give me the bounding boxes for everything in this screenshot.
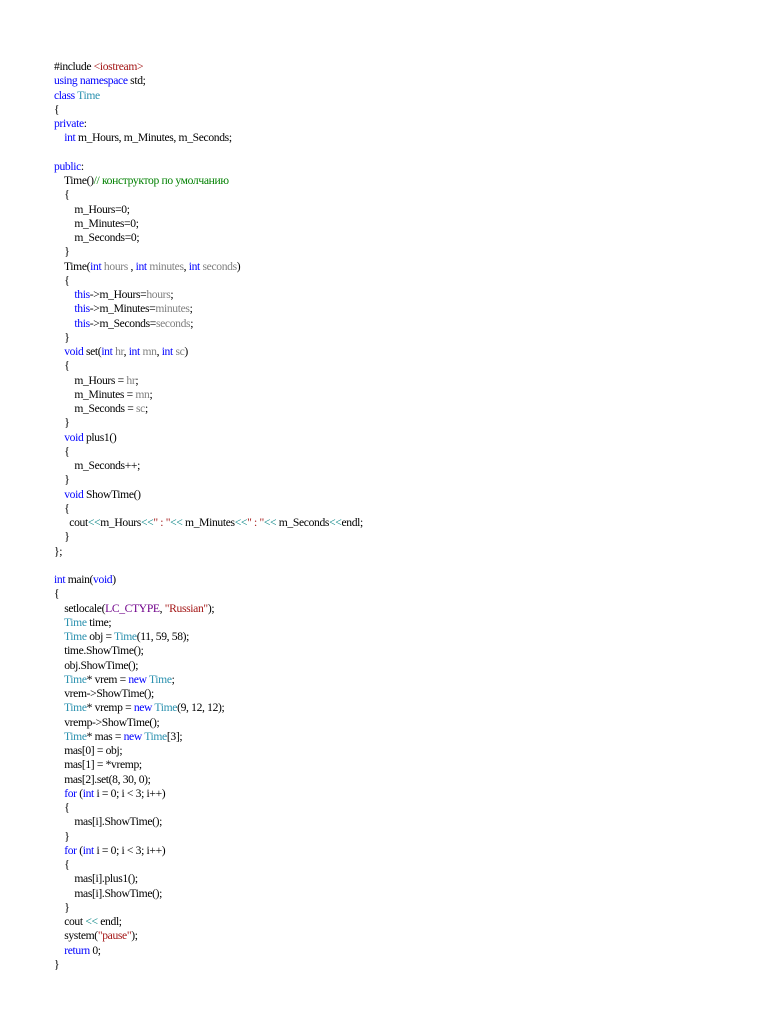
code-line: [54, 359, 734, 373]
code-token-txt: }: [54, 416, 70, 430]
code-line: [54, 944, 734, 958]
code-line: [54, 245, 734, 259]
code-token-txt: Time(): [54, 174, 94, 187]
code-token-txt: :: [80, 159, 84, 173]
code-token-txt: cout: [54, 915, 86, 928]
code-token-txt: [54, 616, 64, 629]
code-token-str: <iostream>: [93, 60, 144, 73]
code-token-op: <<: [140, 516, 154, 529]
code-token-kw: int: [135, 259, 147, 273]
code-line: [54, 217, 734, 231]
code-line: [54, 231, 734, 245]
code-token-txt: Time(: [54, 259, 91, 273]
code-token-txt: ;: [171, 672, 175, 686]
code-token-txt: endl;: [341, 516, 363, 529]
code-token-kw: new: [133, 701, 153, 715]
code-token-txt: ;: [170, 288, 174, 301]
code-token-txt: 0;: [89, 943, 101, 957]
code-line: [54, 103, 734, 117]
code-line: [54, 117, 734, 131]
code-token-txt: time.ShowTime();: [54, 644, 144, 658]
code-token-prm: hr: [115, 345, 124, 358]
code-token-kw: int: [101, 345, 113, 358]
code-token-txt: }: [54, 330, 70, 344]
code-token-kw: new: [128, 672, 147, 686]
code-token-txt: ,: [156, 345, 162, 358]
code-token-txt: mas[i].plus1();: [54, 872, 138, 886]
code-token-txt: [54, 944, 64, 957]
code-token-txt: m_Minutes=0;: [54, 216, 139, 230]
code-line: [54, 131, 734, 145]
code-token-txt: vrem->ShowTime();: [54, 687, 154, 700]
code-token-type: Time: [77, 88, 100, 102]
code-token-str: " : ": [247, 516, 264, 529]
code-token-prm: mn: [142, 345, 157, 358]
code-line: [54, 188, 734, 202]
code-token-txt: m_Seconds=0;: [54, 231, 140, 244]
code-line: [54, 701, 734, 715]
code-token-txt: );: [131, 929, 138, 943]
code-token-txt: :: [83, 117, 87, 130]
code-token-prm: mn: [135, 387, 150, 401]
code-token-op: <<: [170, 516, 183, 529]
code-token-txt: * mas =: [86, 729, 124, 743]
code-line: [54, 445, 734, 459]
code-token-prm: minutes: [155, 302, 190, 316]
code-token-prm: hours: [103, 259, 128, 273]
code-token-kw: int: [82, 843, 94, 857]
code-token-txt: ;: [135, 373, 139, 387]
code-token-txt: cout: [54, 516, 88, 529]
code-token-txt: {: [54, 501, 70, 515]
code-token-txt: [54, 288, 74, 301]
code-line: [54, 402, 734, 416]
code-token-str: "pause": [97, 929, 132, 943]
code-token-txt: mas[i].ShowTime();: [54, 886, 163, 900]
code-line: [54, 502, 734, 516]
code-line: [54, 530, 734, 544]
code-token-type: Time: [144, 729, 167, 743]
code-line: [54, 872, 734, 886]
code-token-txt: }: [54, 829, 70, 843]
code-line: [54, 659, 734, 673]
code-token-kw: for: [64, 786, 77, 800]
code-line: [54, 146, 734, 160]
code-token-txt: ): [112, 573, 116, 586]
code-token-kw: void: [64, 430, 84, 444]
code-token-txt: {: [54, 188, 70, 202]
code-token-txt: m_Hours =: [54, 373, 127, 387]
code-token-kw: int: [54, 573, 66, 586]
code-line: [54, 730, 734, 744]
code-token-str: " : ": [153, 516, 171, 529]
code-token-kw: int: [161, 345, 173, 358]
code-token-txt: i = 0; i < 3; i++): [93, 843, 166, 857]
code-line: [54, 929, 734, 943]
code-line: [54, 374, 734, 388]
code-token-txt: [54, 488, 64, 501]
code-token-kw: public: [54, 159, 81, 173]
code-token-txt: }: [54, 245, 70, 259]
code-token-txt: mas[1] = *vremp;: [54, 758, 142, 772]
code-line: [54, 89, 734, 103]
code-token-type: Time: [63, 615, 87, 629]
code-line: [54, 716, 734, 730]
code-token-type: Time: [63, 701, 87, 715]
code-token-txt: [54, 302, 74, 315]
code-token-txt: m_Hours=0;: [54, 202, 130, 216]
code-token-kw: new: [123, 729, 142, 743]
code-token-prm: seconds: [202, 259, 237, 273]
code-token-txt: vremp->ShowTime();: [54, 715, 160, 729]
code-token-kw: int: [128, 345, 140, 358]
code-token-txt: i = 0; i < 3; i++): [93, 786, 166, 800]
code-line: [54, 687, 734, 701]
code-token-type: Time: [154, 701, 178, 715]
code-token-txt: (: [76, 786, 83, 800]
code-token-txt: }: [54, 900, 70, 914]
code-line: [54, 644, 734, 658]
code-token-txt: [54, 787, 64, 800]
code-line: [54, 559, 734, 573]
code-line: [54, 416, 734, 430]
code-token-kw: using namespace: [54, 74, 128, 88]
code-token-txt: {: [54, 858, 70, 871]
code-line: [54, 901, 734, 915]
code-token-txt: {: [54, 273, 70, 287]
code-token-txt: ShowTime(): [83, 487, 141, 501]
code-token-kw: class: [54, 88, 75, 102]
code-token-prm: sc: [175, 345, 185, 358]
code-line: [54, 787, 734, 801]
code-line: [54, 516, 734, 530]
code-token-txt: [54, 730, 64, 743]
code-line: [54, 587, 734, 601]
code-token-txt: [54, 131, 64, 144]
code-token-txt: ;: [149, 387, 153, 401]
code-document: [54, 60, 734, 972]
code-token-txt: main(: [65, 573, 94, 586]
code-line: [54, 858, 734, 872]
code-token-prm: sc: [135, 402, 145, 415]
code-token-txt: #include: [54, 60, 94, 73]
code-token-txt: ;: [190, 316, 194, 330]
code-token-txt: std;: [127, 74, 146, 88]
code-token-prm: hours: [146, 288, 171, 301]
code-line: [54, 288, 734, 302]
code-token-txt: m_Seconds: [276, 516, 330, 529]
code-token-txt: [54, 431, 64, 444]
code-token-txt: );: [207, 601, 215, 615]
code-token-kw: this: [74, 302, 90, 316]
code-token-kw: int: [90, 259, 102, 273]
code-line: [54, 744, 734, 758]
code-line: [54, 758, 734, 772]
code-token-cmt: // конструктор по умолчанию: [93, 174, 229, 187]
code-token-txt: };: [54, 544, 63, 558]
code-token-txt: m_Seconds =: [54, 402, 136, 415]
code-token-txt: ->m_Minutes=: [89, 302, 156, 316]
code-token-kw: int: [64, 131, 76, 145]
code-token-type: Time: [63, 729, 87, 743]
code-token-txt: {: [54, 444, 70, 458]
code-token-txt: * vrem =: [86, 672, 129, 686]
code-token-txt: [54, 630, 64, 643]
code-token-kw: void: [64, 487, 84, 501]
code-token-txt: ,: [127, 259, 136, 273]
code-line: [54, 160, 734, 174]
code-token-type: Time: [63, 672, 87, 686]
code-token-txt: (9, 12, 12);: [177, 701, 225, 715]
code-line: [54, 488, 734, 502]
code-line: [54, 844, 734, 858]
code-line: [54, 317, 734, 331]
code-line: [54, 203, 734, 217]
code-token-op: <<: [263, 516, 277, 529]
code-line: [54, 74, 734, 88]
code-token-kw: int: [188, 259, 200, 273]
code-token-mac: LC_CTYPE: [105, 601, 160, 615]
code-token-kw: for: [64, 843, 77, 857]
code-token-kw: this: [74, 316, 90, 330]
code-token-str: "Russian": [164, 601, 208, 615]
code-token-txt: {: [54, 801, 70, 814]
code-line: [54, 345, 734, 359]
code-token-op: <<: [234, 516, 248, 529]
code-token-type: Time: [63, 630, 87, 643]
code-token-txt: {: [54, 359, 70, 373]
code-token-txt: (11, 59, 58);: [136, 630, 190, 643]
code-token-kw: void: [93, 573, 113, 586]
code-line: [54, 388, 734, 402]
code-token-txt: mas[i].ShowTime();: [54, 815, 163, 829]
code-line: [54, 331, 734, 345]
code-line: [54, 573, 734, 587]
code-token-txt: endl;: [97, 915, 122, 928]
code-token-txt: obj.ShowTime();: [54, 658, 139, 672]
code-token-txt: }: [54, 473, 70, 487]
code-token-txt: mas[2].set(8, 30, 0);: [54, 772, 151, 786]
code-token-txt: ->m_Hours=: [89, 288, 147, 301]
code-token-txt: }: [54, 530, 70, 544]
code-token-kw: return: [64, 943, 90, 957]
code-token-txt: {: [54, 102, 60, 116]
code-line: [54, 260, 734, 274]
code-token-txt: time;: [86, 615, 112, 629]
code-token-prm: hr: [126, 373, 136, 387]
code-token-txt: m_Minutes =: [54, 387, 136, 401]
code-token-txt: mas[0] = obj;: [54, 744, 123, 757]
code-token-txt: [3];: [166, 729, 183, 743]
code-token-txt: ;: [144, 402, 148, 415]
code-token-op: <<: [329, 516, 342, 529]
code-line: [54, 887, 734, 901]
code-token-kw: this: [74, 288, 90, 301]
code-line: [54, 473, 734, 487]
code-token-txt: m_Minutes: [182, 516, 235, 529]
code-token-txt: ->m_Seconds=: [89, 316, 156, 330]
code-token-txt: m_Hours: [100, 516, 141, 529]
code-line: [54, 602, 734, 616]
code-token-txt: (: [76, 843, 83, 857]
code-token-txt: ,: [159, 601, 165, 615]
code-line: [54, 302, 734, 316]
code-line: [54, 616, 734, 630]
code-token-txt: ,: [123, 345, 129, 358]
code-line: [54, 958, 734, 972]
code-token-txt: m_Seconds++;: [54, 459, 140, 472]
code-token-kw: int: [82, 786, 94, 800]
code-token-txt: ): [236, 259, 241, 273]
code-token-txt: setlocale(: [54, 601, 106, 615]
code-token-type: Time: [148, 672, 172, 686]
code-line: [54, 274, 734, 288]
code-token-op: <<: [85, 915, 98, 928]
code-line: [54, 174, 734, 188]
code-line: [54, 630, 734, 644]
code-line: [54, 459, 734, 473]
code-token-txt: [54, 345, 64, 358]
code-token-prm: minutes: [149, 259, 184, 273]
code-token-txt: obj =: [86, 630, 115, 643]
code-token-txt: system(: [54, 929, 98, 943]
code-token-txt: {: [54, 587, 60, 601]
code-token-txt: [54, 317, 74, 330]
code-token-txt: }: [54, 957, 60, 971]
code-token-txt: [54, 844, 64, 857]
code-token-op: <<: [87, 516, 101, 529]
code-token-txt: ;: [189, 302, 193, 316]
code-token-kw: private: [54, 117, 84, 130]
code-token-txt: ): [184, 345, 188, 358]
code-token-txt: [54, 701, 64, 714]
code-token-prm: seconds: [155, 316, 191, 330]
code-line: [54, 773, 734, 787]
code-line: [54, 830, 734, 844]
code-token-txt: [54, 673, 64, 686]
code-token-txt: set(: [83, 345, 102, 358]
code-line: [54, 60, 734, 74]
code-token-txt: plus1(): [83, 430, 117, 444]
code-line: [54, 801, 734, 815]
code-token-txt: m_Hours, m_Minutes, m_Seconds;: [75, 131, 232, 145]
code-line: [54, 815, 734, 829]
code-line: [54, 673, 734, 687]
code-token-kw: void: [64, 345, 84, 358]
code-line: [54, 545, 734, 559]
code-line: [54, 431, 734, 445]
code-line: [54, 915, 734, 929]
code-token-txt: ,: [183, 259, 189, 273]
code-token-txt: * vremp =: [86, 701, 134, 715]
code-token-type: Time: [114, 630, 137, 643]
